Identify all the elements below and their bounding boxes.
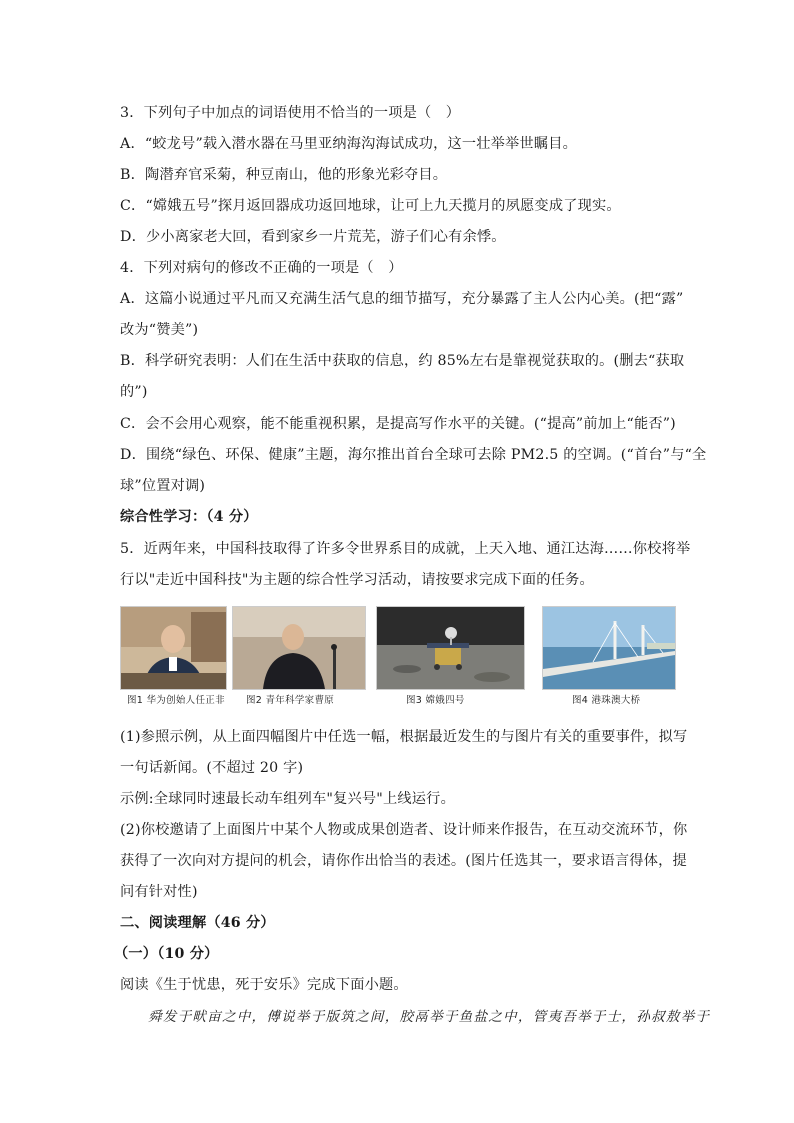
reading-intro: 阅读《生于忧患，死于安乐》完成下面小题。 — [120, 977, 408, 993]
q5-part2-line1: (2)你校邀请了上面图片中某个人物或成果创造者、设计师来作报告，在互动交流环节，你 — [120, 822, 688, 838]
q4-option-d-line1: D．围绕“绿色、环保、健康”主题，海尔推出首台全球可去除 PM2.5 的空调。(“首台”与“全 — [120, 447, 707, 463]
q5-intro-line1: 5．近两年来，中国科技取得了许多令世界系目的成就，上天入地、通江达海……你校将举 — [120, 541, 691, 557]
q5-part1-line2: 一句话新闻。(不超过 20 字) — [120, 760, 304, 776]
q4-option-a-line1: A．这篇小说通过平凡而又充满生活气息的细节描写，充分暴露了主人公内心美。(把“露” — [120, 291, 684, 307]
figure-2-photo — [232, 606, 366, 690]
q4-option-d-line2: 球”位置对调) — [120, 478, 206, 494]
q5-part2-line2: 获得了一次向对方提问的机会，请你作出恰当的表述。(图片任选其一，要求语言得体，提 — [120, 853, 687, 869]
figure-4-photo — [542, 606, 676, 690]
section-heading-comprehensive: 综合性学习：（4 分） — [120, 509, 258, 525]
q3-option-a: A．“蛟龙号”载入潜水器在马里亚纳海沟海试成功，这一壮举举世瞩目。 — [120, 136, 577, 152]
passage-line-1: 舜发于畎亩之中，傅说举于版筑之间，胶鬲举于鱼盐之中，管夷吾举于士，孙叔敖举于 — [148, 1009, 711, 1025]
q4-option-b-line1: B．科学研究表明：人们在生活中获取的信息，约 85%左右是靠视觉获取的。(删去“获取 — [120, 353, 685, 369]
figure-3-caption: 图3 嫦娥四号 — [406, 695, 465, 706]
figure-2-caption: 图2 青年科学家曹原 — [246, 695, 335, 706]
q5-intro-line2: 行以"走近中国科技"为主题的综合性学习活动，请按要求完成下面的任务。 — [120, 572, 594, 588]
figure-3-photo — [376, 606, 525, 690]
figure-1-caption: 图1 华为创始人任正非 — [127, 695, 225, 706]
figure-1-photo — [120, 606, 227, 690]
q4-option-a-line2: 改为“赞美”) — [120, 322, 199, 338]
q5-part1-line1: (1)参照示例，从上面四幅图片中任选一幅，根据最近发生的与图片有关的重要事件，拟写 — [120, 729, 688, 745]
figure-4-caption: 图4 港珠澳大桥 — [572, 695, 641, 706]
q5-part2-line3: 问有针对性) — [120, 884, 198, 900]
q3-option-b: B．陶潜弃官采菊，种豆南山，他的形象光彩夺目。 — [120, 167, 448, 183]
q3-option-d: D．少小离家老大回，看到家乡一片荒芜，游子们心有余悸。 — [120, 229, 506, 245]
section-heading-reading: 二、阅读理解（46 分） — [120, 915, 275, 931]
q3-option-c: C．“嫦娥五号”探月返回器成功返回地球，让可上九天揽月的夙愿变成了现实。 — [120, 198, 621, 214]
q4-stem: 4．下列对病句的修改不正确的一项是（ ） — [120, 260, 403, 276]
q4-option-b-line2: 的”) — [120, 384, 148, 400]
q3-stem: 3．下列句子中加点的词语使用不恰当的一项是（ ） — [120, 105, 461, 121]
subsection-heading-1: （一）（10 分） — [114, 946, 219, 962]
q5-example: 示例:全球同时速最长动车组列车"复兴号"上线运行。 — [120, 791, 455, 807]
q4-option-c: C．会不会用心观察，能不能重视积累，是提高写作水平的关键。(“提高”前加上“能否”) — [120, 416, 676, 432]
